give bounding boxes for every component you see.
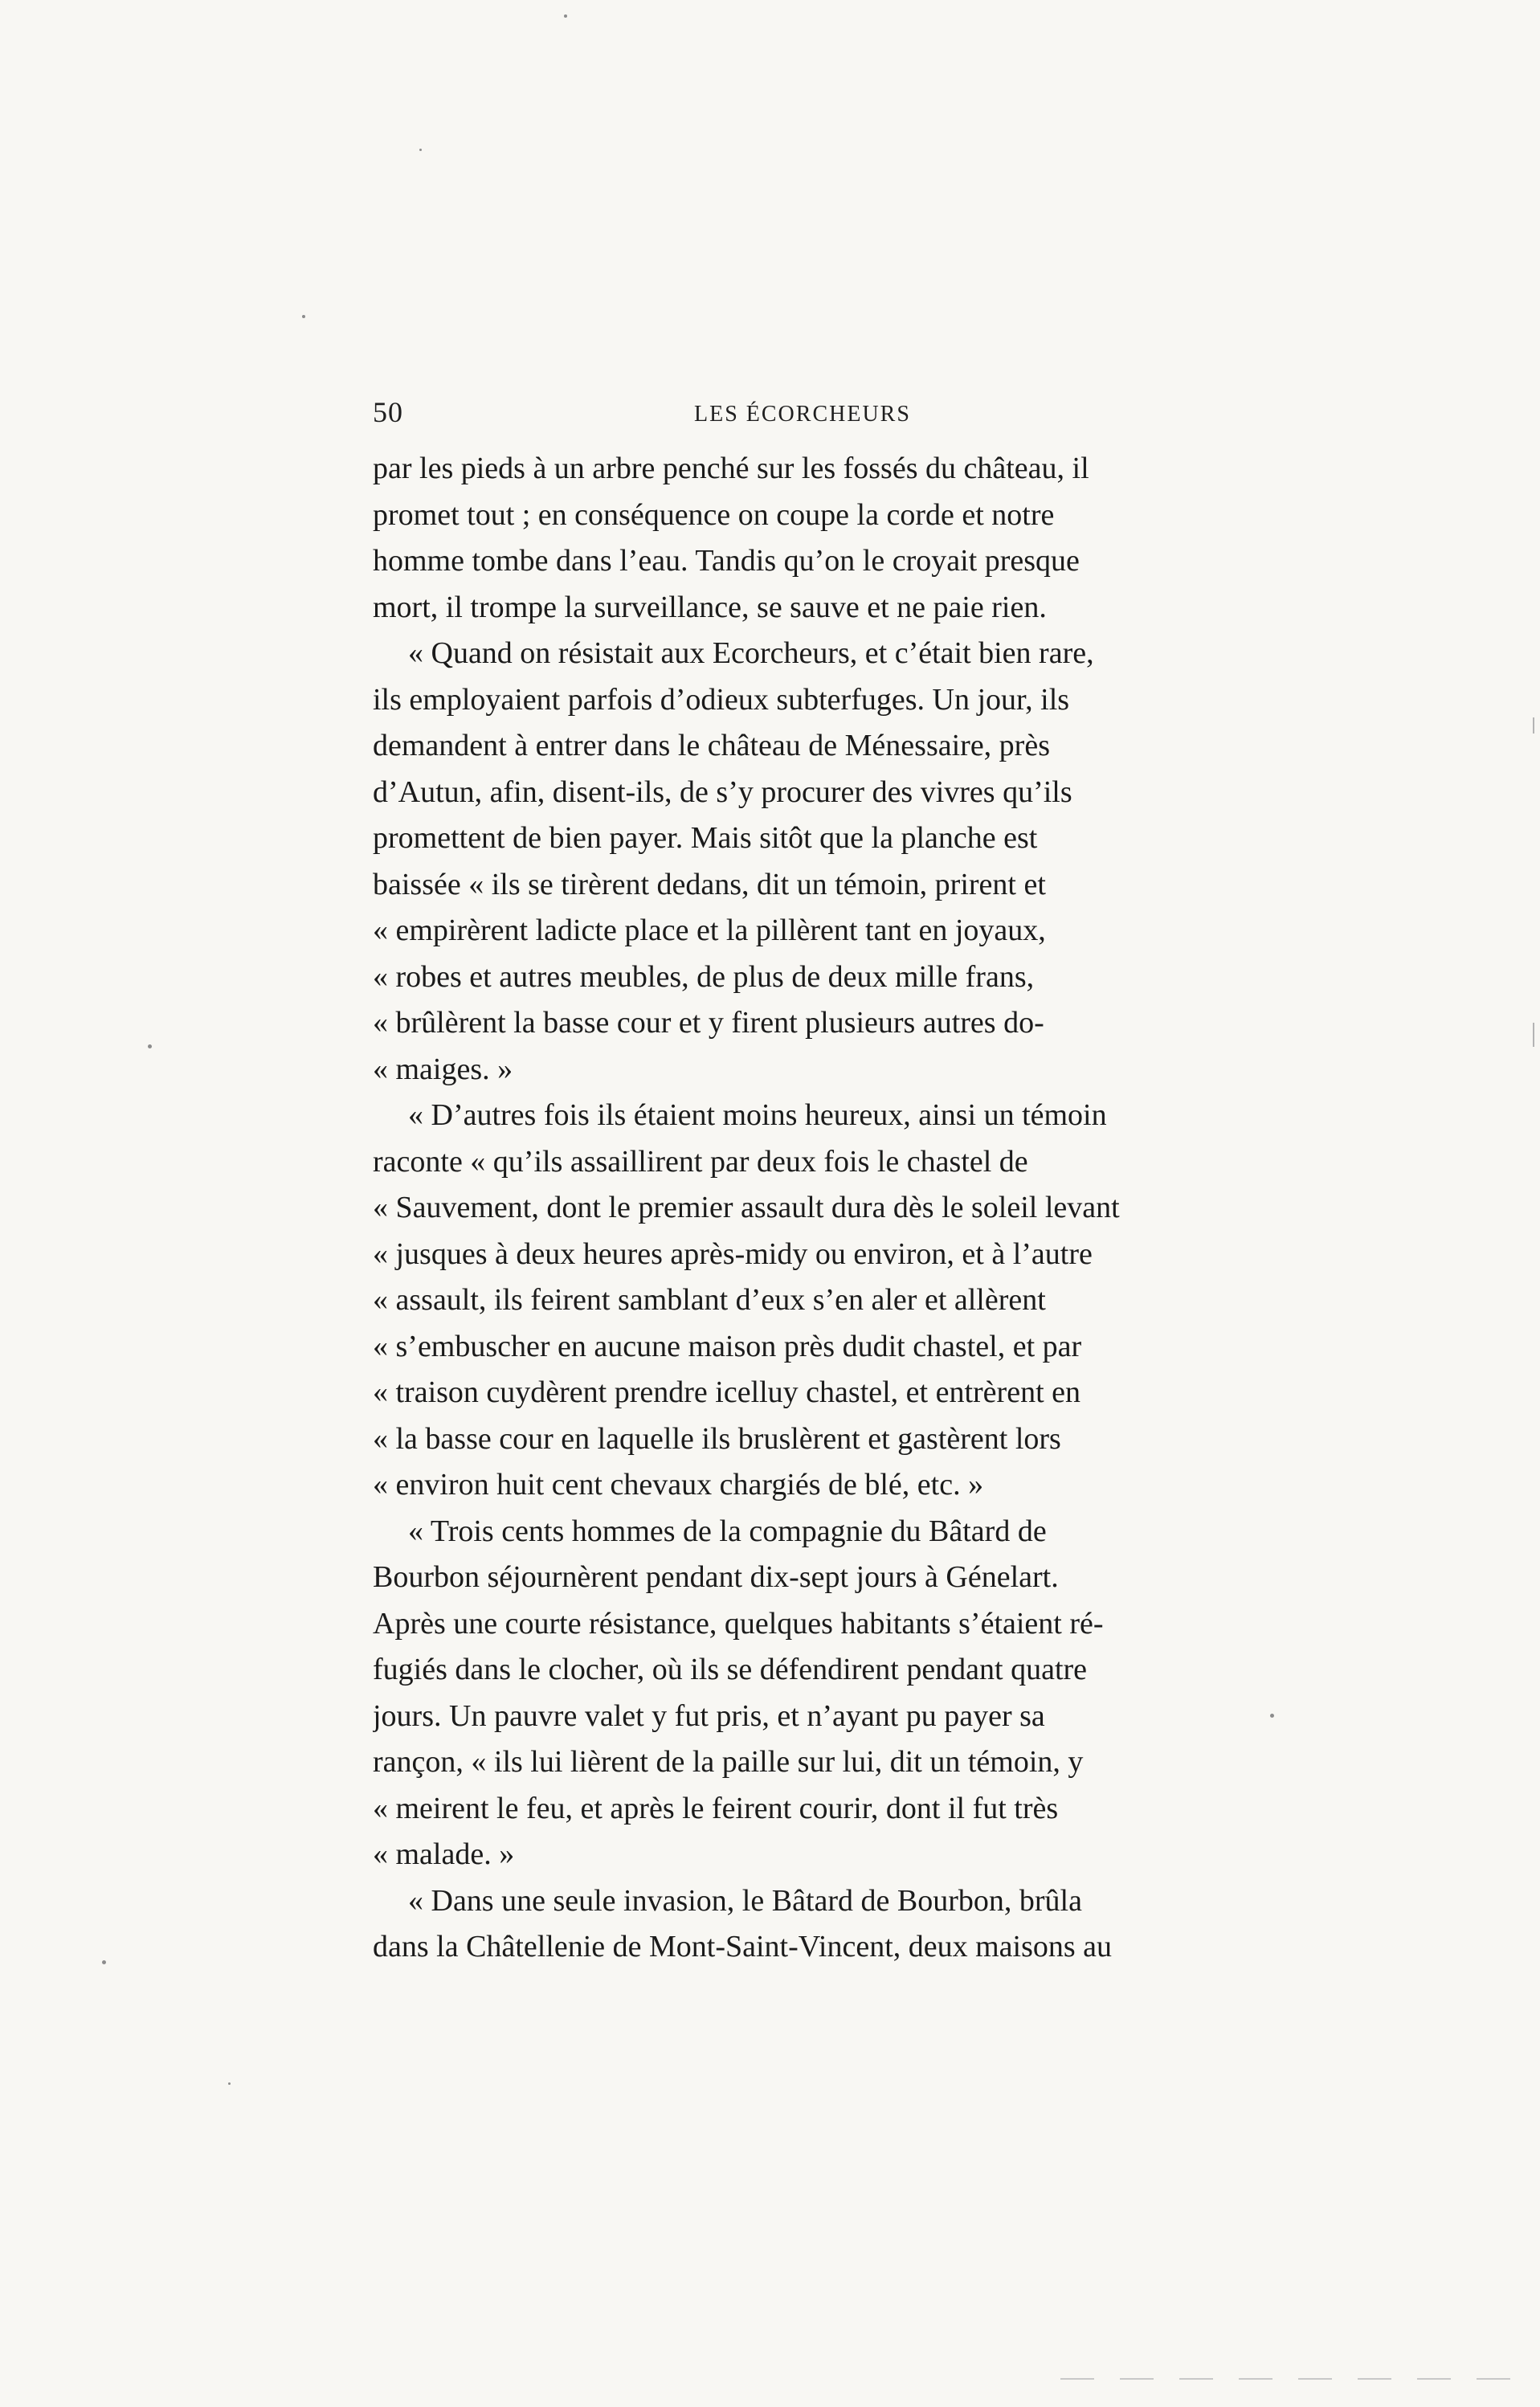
running-title: LES ÉCORCHEURS (694, 402, 911, 427)
text-line: « meirent le feu, et après le feirent courir, dont il fut très (373, 1791, 1059, 1825)
page-number: 50 (373, 396, 403, 428)
paragraph-start-line: « D’autres fois ils étaient moins heureux, ainsi un témoin (408, 1098, 1107, 1132)
text-line: demandent à entrer dans le château de Ménessaire, près (373, 729, 1050, 762)
text-line: « empirèrent ladicte place et la pillèrent tant en joyaux, (373, 913, 1046, 947)
text-line: rançon, « ils lui lièrent de la paille sur lui, dit un témoin, y (373, 1745, 1084, 1779)
text-line: « environ huit cent chevaux chargiés de blé, etc. » (373, 1468, 984, 1502)
scan-dot (564, 14, 567, 18)
text-line: Bourbon séjournèrent pendant dix-sept jours à Génelart. (373, 1560, 1059, 1594)
text-line: baissée « ils se tirèrent dedans, dit un témoin, prirent et (373, 867, 1046, 901)
text-line: homme tombe dans l’eau. Tandis qu’on le croyait presque (373, 544, 1080, 578)
text-line: « la basse cour en laquelle ils bruslèrent et gastèrent lors (373, 1421, 1061, 1456)
text-line: par les pieds à un arbre penché sur les fossés du château, il (373, 452, 1089, 485)
text-line: dans la Châtellenie de Mont-Saint-Vincent, deux maisons au (373, 1930, 1113, 1964)
text-line: « s’embuscher en aucune maison près dudit chastel, et par (373, 1329, 1082, 1363)
scan-dot (148, 1044, 152, 1048)
text-line: « Sauvement, dont le premier assault dura dès le soleil levant (373, 1191, 1120, 1224)
scan-bottom-edge-marks (1060, 2378, 1510, 2380)
text-line: « assault, ils feirent samblant d’eux s’en aler et allèrent (373, 1283, 1046, 1317)
text-line: promettent de bien payer. Mais sitôt que la planche est (373, 821, 1038, 855)
body-text (373, 446, 1244, 1971)
text-line: ils employaient parfois d’odieux subterfuges. Un jour, ils (373, 682, 1070, 717)
text-line: « jusques à deux heures après-midy ou environ, et à l’autre (373, 1236, 1093, 1271)
text-line: « maiges. » (373, 1052, 513, 1086)
text-line: promet tout ; en conséquence on coupe la corde et notre (373, 497, 1055, 532)
scan-dot (419, 149, 422, 151)
text-line: fugiés dans le clocher, où ils se défendirent pendant quatre (373, 1653, 1088, 1686)
scan-line-mark (1533, 1023, 1534, 1047)
text-line: Après une courte résistance, quelques habitants s’étaient ré- (373, 1606, 1104, 1641)
text-line: « brûlèrent la basse cour et y firent plusieurs autres do- (373, 1006, 1044, 1040)
text-line: jours. Un pauvre valet y fut pris, et n’ayant pu payer sa (373, 1698, 1045, 1733)
running-head (373, 395, 1240, 435)
text-line: d’Autun, afin, disent-ils, de s’y procurer des vivres qu’ils (373, 774, 1072, 809)
text-line: « traison cuydèrent prendre icelluy chastel, et entrèrent en (373, 1375, 1080, 1409)
text-line: raconte « qu’ils assaillirent par deux fois le chastel de (373, 1144, 1028, 1179)
scan-dot (1270, 1714, 1274, 1718)
scan-line-mark (1533, 717, 1534, 734)
text-line: « malade. » (373, 1837, 515, 1871)
paragraph-start-line: « Quand on résistait aux Ecorcheurs, et c’était bien rare, (408, 636, 1094, 670)
paragraph-start-line: « Trois cents hommes de la compagnie du Bâtard de (408, 1514, 1047, 1548)
scan-dot (228, 2082, 231, 2085)
scan-dot (302, 315, 305, 318)
text-line: « robes et autres meubles, de plus de deux mille frans, (373, 959, 1035, 994)
scan-dot (102, 1960, 106, 1964)
text-line: mort, il trompe la surveillance, se sauve et ne paie rien. (373, 590, 1047, 624)
paragraph-start-line: « Dans une seule invasion, le Bâtard de Bourbon, brûla (408, 1883, 1082, 1918)
